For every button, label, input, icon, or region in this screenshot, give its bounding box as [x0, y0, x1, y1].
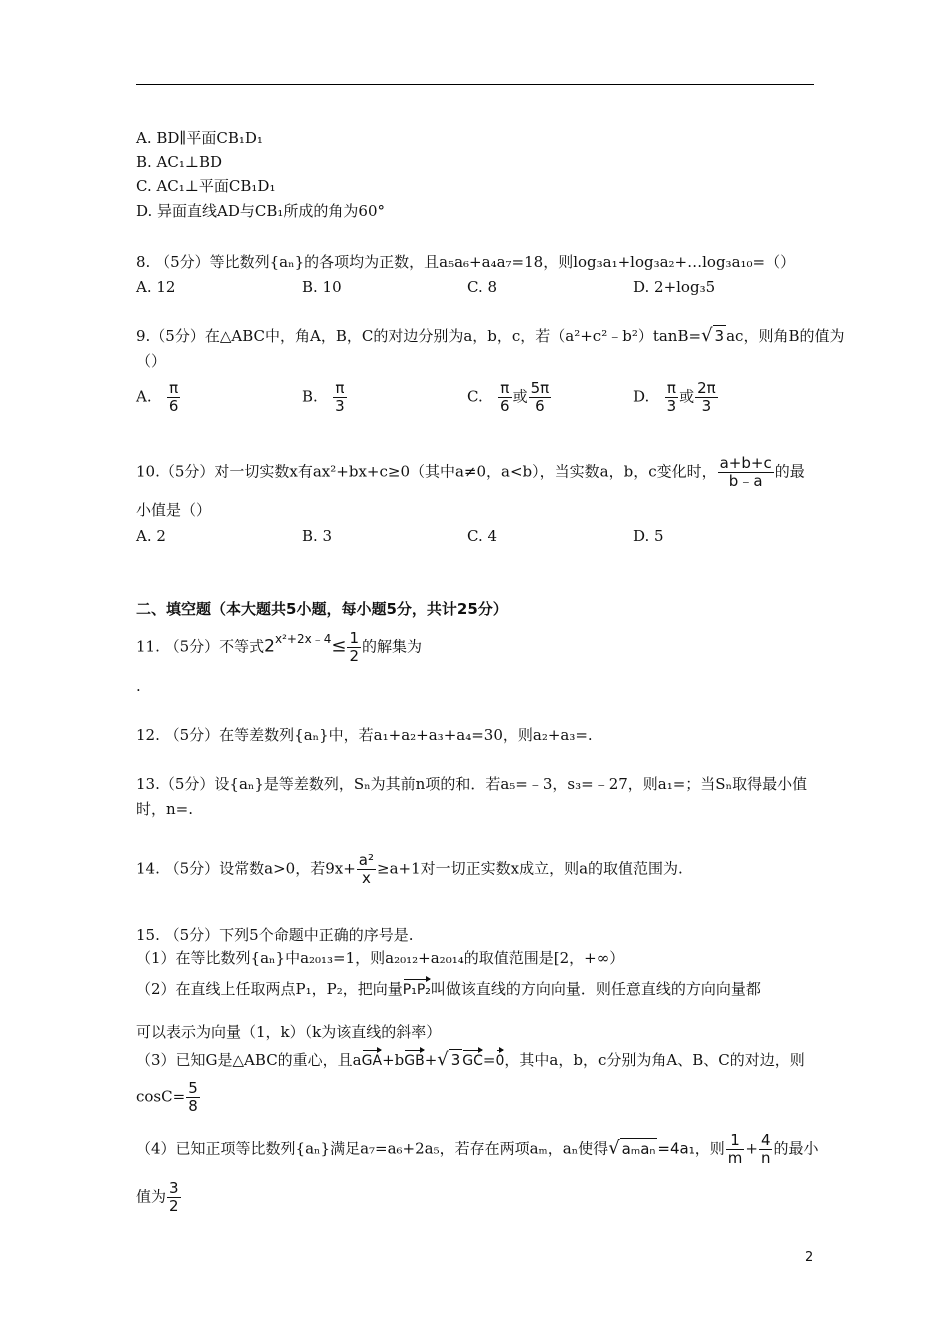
fraction — [529, 380, 552, 415]
sqrt-sign: √ — [701, 325, 713, 346]
q7-option-d: D. 异面直线AD与CB₁所成的角为60° — [136, 202, 385, 220]
q15-p3-eq: = — [482, 1051, 496, 1069]
fraction — [333, 380, 347, 415]
q11-stem — [136, 630, 422, 665]
q15-p4-line2 — [136, 1180, 182, 1215]
q9-stem-pre: 9.（5分）在△ABC中，角A，B，C的对边分别为a，b，c，若（a²+c²﹣b²）tanB= — [136, 327, 702, 345]
q14-stem — [136, 852, 683, 887]
fraction — [167, 1180, 181, 1215]
q10-option-d: D. 5 — [633, 527, 664, 545]
q11-pre: 11. （5分）不等式 — [136, 637, 265, 656]
q9-option-c — [467, 380, 552, 415]
q9-root: 3 — [714, 327, 725, 345]
denominator: 8 — [188, 1097, 198, 1115]
q15-p3-pre: （3）已知G是△ABC的重心，且a — [136, 1051, 362, 1069]
q15-p3-b: +b — [382, 1051, 405, 1069]
q14-post: ≥a+1对一切正实数x成立，则a的取值范围为. — [377, 859, 683, 878]
numerator: 5 — [188, 1079, 198, 1097]
q10-option-b: B. 3 — [302, 527, 333, 545]
numerator: 5π — [530, 379, 550, 397]
q15-p3 — [136, 1048, 805, 1071]
q11-base: 2 — [264, 636, 275, 657]
q15-stem: 15. （5分）下列5个命题中正确的序号是. — [136, 926, 414, 944]
denominator: 2 — [349, 647, 359, 665]
numerator: π — [500, 379, 510, 397]
fraction — [357, 852, 376, 887]
denominator: 2 — [169, 1197, 179, 1215]
q10-stem-post: 的最 — [774, 462, 805, 481]
denominator: 3 — [666, 397, 677, 415]
q9-stem-line2: （） — [136, 352, 167, 370]
sqrt-sign: √ — [608, 1137, 620, 1159]
fraction — [665, 380, 679, 415]
denominator: 6 — [529, 397, 552, 415]
fraction — [186, 1080, 200, 1115]
fraction — [695, 380, 718, 415]
q15-p4-plus: + — [745, 1139, 758, 1158]
numerator: 2π — [697, 379, 716, 397]
q11-post: 的解集为 — [361, 637, 422, 656]
q10-stem — [136, 455, 805, 490]
q15-p3-line2 — [136, 1080, 201, 1115]
q8-option-d: D. 2+log₃5 — [633, 278, 716, 296]
vector-zero: 0 — [496, 1048, 505, 1071]
q8-option-c: C. 8 — [467, 278, 498, 296]
q12-stem: 12. （5分）在等差数列{aₙ}中，若a₁+a₂+a₃+a₄=30，则a₂+a₃=. — [136, 726, 593, 744]
q11-line2: . — [136, 677, 141, 695]
vector-p1p2: P₁P₂ — [403, 977, 431, 1000]
denominator: n — [759, 1149, 773, 1167]
vector-gb: GB — [404, 1048, 424, 1071]
q10-stem-pre: 10.（5分）对一切实数x有ax²+bx+c≥0（其中a≠0，a<b），当实数a，b，c变化时， — [136, 462, 717, 481]
q8-stem: 8. （5分）等比数列{aₙ}的各项均为正数，且a₅a₆+a₄a₇=18，则log₃a₁+log₃a₂+…log₃a₁₀=（） — [136, 253, 796, 271]
q15-p3-cos: cosC= — [136, 1087, 186, 1106]
q10-stem-line2: 小值是（） — [136, 501, 212, 519]
or-text: 或 — [679, 387, 695, 406]
page-number: 2 — [805, 1250, 814, 1265]
denominator: b﹣a — [718, 472, 774, 490]
q15-p4-line2-text: 值为 — [136, 1187, 167, 1206]
numerator: π — [666, 379, 676, 397]
denominator: 6 — [168, 397, 179, 415]
q15-p3-root: 3 — [450, 1051, 461, 1069]
denominator: 6 — [500, 397, 510, 415]
q9-option-d — [633, 380, 719, 415]
q7-option-a: A. BD∥平面CB₁D₁ — [136, 129, 263, 147]
q15-p4-mid: ，则 — [694, 1139, 725, 1158]
q8-option-a: A. 12 — [136, 278, 176, 296]
q15-p4-pre: （4）已知正项等比数列{aₙ}满足a₇=a₆+2a₅，若存在两项aₘ，aₙ使得 — [136, 1139, 609, 1158]
q15-p3-post: ，其中a，b，c分别为角A、B、C的对边，则 — [504, 1051, 805, 1069]
q7-option-c: C. AC₁⊥平面CB₁D₁ — [136, 177, 276, 195]
q15-p2-line2: 可以表示为向量（1，k）（k为该直线的斜率） — [136, 1023, 442, 1041]
q15-p3-plus: + — [424, 1051, 438, 1069]
q11-le: ≤ — [331, 635, 347, 657]
sqrt-sign: √ — [437, 1049, 449, 1070]
q7-option-b: B. AC₁⊥BD — [136, 153, 223, 171]
q15-p4-root: aₘaₙ — [621, 1139, 656, 1158]
q10-option-a: A. 2 — [136, 527, 166, 545]
q15-p4 — [136, 1132, 819, 1167]
numerator: π — [169, 379, 179, 397]
numerator: 3 — [169, 1179, 179, 1197]
denominator: 3 — [695, 397, 718, 415]
fraction — [726, 1132, 745, 1167]
q9-stem-post: ac，则角B的值为 — [726, 327, 845, 345]
option-label: C. — [467, 387, 483, 406]
numerator: 1 — [730, 1131, 740, 1149]
q13-line1: 13.（5分）设{aₙ}是等差数列，Sₙ为其前n项的和．若a₅=﹣3，s₃=﹣27，则a₁=；当Sₙ取得最小值 — [136, 775, 808, 793]
q15-p2-pre: （2）在直线上任取两点P₁，P₂，把向量 — [136, 980, 403, 998]
q9-option-a — [136, 380, 181, 415]
option-label: A. — [136, 387, 152, 406]
q15-p4-post: 的最小 — [773, 1139, 819, 1158]
option-label: B. — [302, 387, 318, 406]
vector-ga: GA — [362, 1048, 382, 1071]
q14-pre: 14. （5分）设常数a>0，若9x+ — [136, 859, 356, 878]
option-label: D. — [633, 387, 650, 406]
numerator: 1 — [349, 629, 359, 647]
denominator: 3 — [335, 397, 345, 415]
numerator: a+b+c — [719, 454, 772, 472]
header-rule — [136, 84, 814, 85]
q13-line2: 时，n=. — [136, 800, 193, 818]
fraction — [498, 380, 512, 415]
q15-p4-eq: =4a₁ — [657, 1139, 695, 1158]
q15-p1: （1）在等比数列{aₙ}中a₂₀₁₃=1，则a₂₀₁₂+a₂₀₁₄的取值范围是[2，+∞） — [136, 949, 625, 967]
q9-option-b — [302, 380, 348, 415]
q9-stem — [136, 325, 844, 346]
fraction — [347, 630, 361, 665]
numerator: a² — [358, 851, 375, 869]
fraction — [167, 380, 181, 415]
q11-exponent: x²+2x﹣4 — [275, 631, 332, 646]
q10-option-c: C. 4 — [467, 527, 498, 545]
section-title: 二、填空题（本大题共5小题，每小题5分，共计25分） — [136, 600, 508, 618]
fraction — [718, 455, 774, 490]
denominator: m — [727, 1149, 743, 1167]
q8-option-b: B. 10 — [302, 278, 342, 296]
numerator: π — [335, 379, 345, 397]
vector-gc: GC — [462, 1048, 483, 1071]
numerator: 4 — [760, 1131, 771, 1149]
q15-p2-post: 叫做该直线的方向向量．则任意直线的方向向量都 — [430, 980, 761, 998]
fraction — [759, 1132, 773, 1167]
denominator: x — [357, 869, 376, 887]
or-text: 或 — [512, 387, 528, 406]
q15-p2 — [136, 977, 761, 1000]
